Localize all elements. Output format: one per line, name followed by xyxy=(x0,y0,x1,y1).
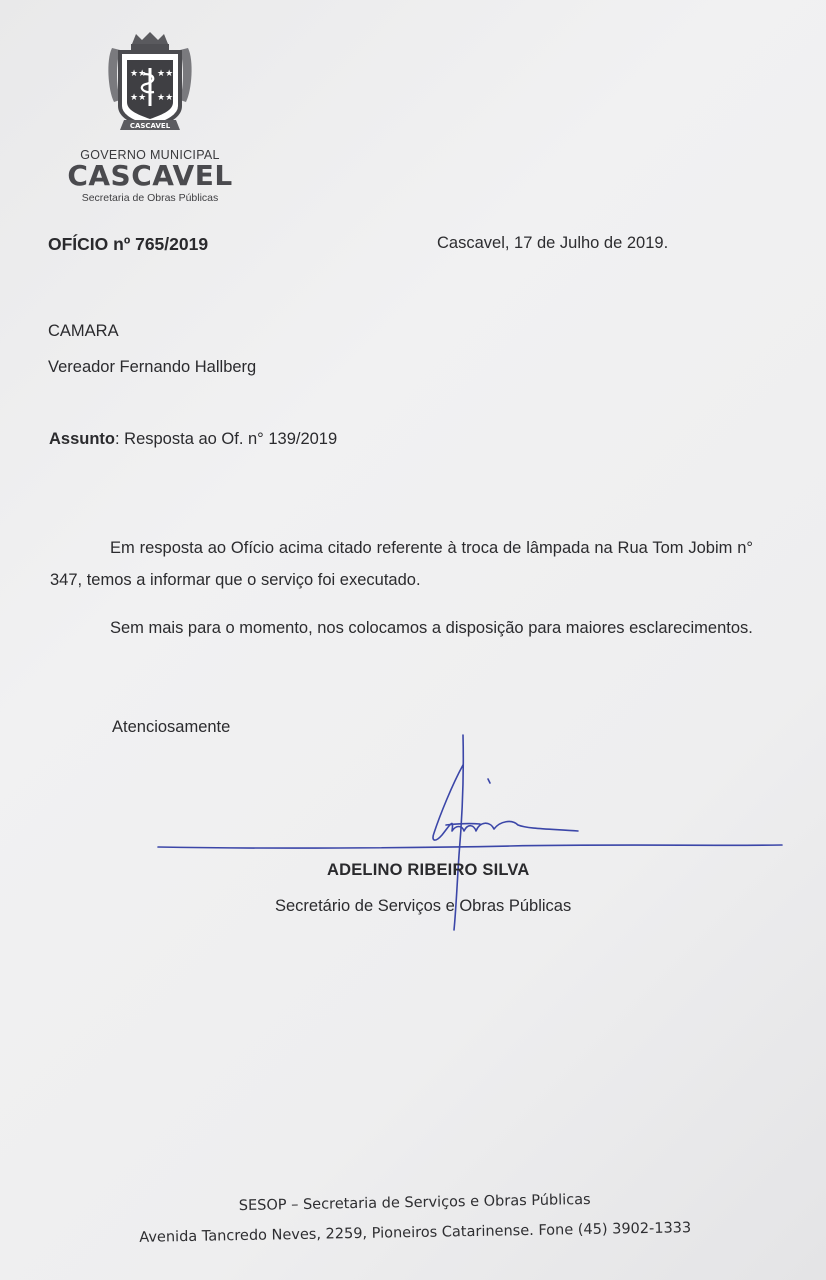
svg-text:★★: ★★ xyxy=(157,93,174,103)
government-label: GOVERNO MUNICIPAL xyxy=(80,148,220,162)
recipient-organization: CAMARA xyxy=(48,322,119,340)
footer-line-2: Avenida Tancredo Neves, 2259, Pioneiros Catarinense. Fone (45) 3902-1333 xyxy=(139,1220,692,1246)
signer-title: Secretário de Serviços e Obras Públicas xyxy=(275,897,572,915)
svg-text:★★: ★★ xyxy=(130,93,147,103)
letter-footer xyxy=(110,1183,721,1254)
city-name: CASCAVEL xyxy=(67,159,233,192)
body-paragraph-1: Em resposta ao Ofício acima citado referente à troca de lâmpada na Rua Tom Jobim n° 347, temos a informar que o serviço foi executado. xyxy=(50,539,753,589)
department-label: Secretaria de Obras Públicas xyxy=(81,192,219,204)
document-date: Cascavel, 17 de Julho de 2019. xyxy=(437,234,669,252)
signer-name: ADELINO RIBEIRO SILVA xyxy=(327,861,530,879)
letterhead-logo xyxy=(60,30,240,204)
recipient-name: Vereador Fernando Hallberg xyxy=(48,358,257,376)
subject-line xyxy=(49,430,337,449)
svg-text:★★: ★★ xyxy=(157,69,174,79)
city-crest-icon xyxy=(102,30,198,138)
subject-text: : Resposta ao Of. n° 139/2019 xyxy=(115,430,338,448)
footer-line-1: SESOP – Secretaria de Serviços e Obras Públicas xyxy=(238,1191,591,1215)
crest-banner-text: CASCAVEL xyxy=(129,122,171,130)
body-paragraph-2: Sem mais para o momento, nos colocamos a disposição para maiores esclarecimentos. xyxy=(110,619,753,637)
subject-label: Assunto xyxy=(49,430,115,448)
svg-text:★★: ★★ xyxy=(130,69,147,79)
closing-salutation: Atenciosamente xyxy=(112,718,231,736)
document-number: OFÍCIO nº 765/2019 xyxy=(48,234,209,254)
